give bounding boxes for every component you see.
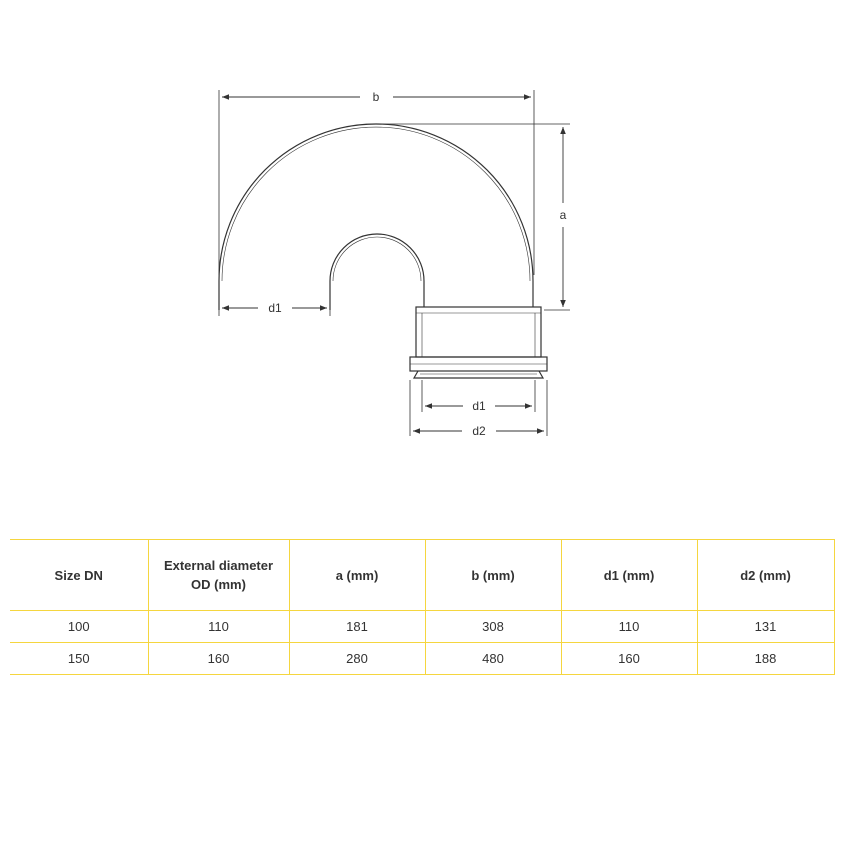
dimension-d1-bottom xyxy=(425,399,532,413)
table-cell: 110 xyxy=(561,611,697,643)
dimension-label-d1-bottom: d1 xyxy=(472,399,486,413)
dimensions-table xyxy=(10,539,835,675)
header-d2: d2 (mm) xyxy=(697,540,834,611)
table-cell: 188 xyxy=(697,643,834,675)
header-d1: d1 (mm) xyxy=(561,540,697,611)
table-cell: 100 xyxy=(10,611,148,643)
dimension-a xyxy=(560,127,567,307)
header-a: a (mm) xyxy=(289,540,425,611)
dimension-label-d2: d2 xyxy=(472,424,486,438)
dimension-label-a: a xyxy=(559,208,567,222)
dimension-label-d1-top: d1 xyxy=(268,301,282,315)
table-cell: 160 xyxy=(561,643,697,675)
table-row xyxy=(10,643,834,675)
dimension-label-b: b xyxy=(372,90,380,104)
header-size-dn: Size DN xyxy=(10,540,148,611)
table-cell: 131 xyxy=(697,611,834,643)
table-cell: 280 xyxy=(289,643,425,675)
header-external-diameter: External diameter OD (mm) xyxy=(148,540,289,611)
table-header-row xyxy=(10,540,834,611)
table-cell: 308 xyxy=(425,611,561,643)
table-cell: 181 xyxy=(289,611,425,643)
table-row xyxy=(10,611,834,643)
extension-lines xyxy=(219,90,570,436)
dimension-d2 xyxy=(413,424,544,438)
table-cell: 480 xyxy=(425,643,561,675)
dimension-d1-top xyxy=(222,301,327,315)
header-b: b (mm) xyxy=(425,540,561,611)
table-cell: 160 xyxy=(148,643,289,675)
pipe-bend-outline xyxy=(219,124,533,310)
socket-outline xyxy=(410,307,547,378)
table-cell: 150 xyxy=(10,643,148,675)
dimension-b xyxy=(222,90,531,104)
table-cell: 110 xyxy=(148,611,289,643)
